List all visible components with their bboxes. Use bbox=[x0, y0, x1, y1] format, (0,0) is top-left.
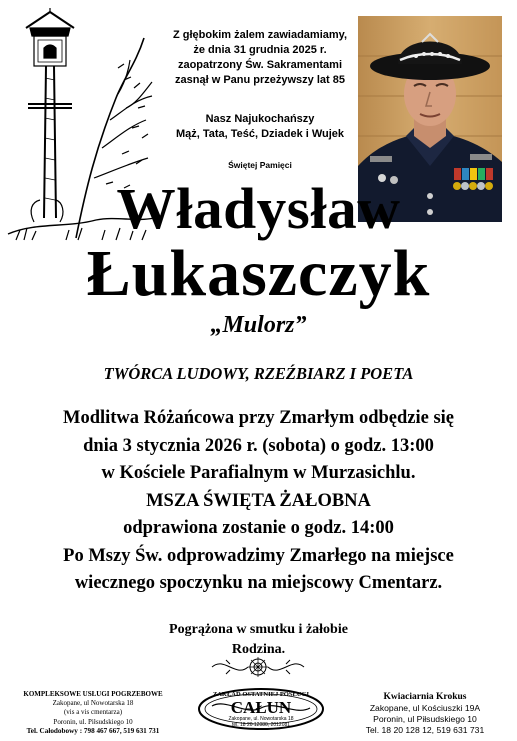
deceased-nickname: „Mulorz” bbox=[210, 312, 307, 338]
ceremony-line: dnia 3 stycznia 2026 r. (sobota) o godz. 13:00 bbox=[83, 435, 434, 456]
intro-line: że dnia 31 grudnia 2025 r. bbox=[193, 44, 327, 56]
footer-left-line: Zakopane, ul Nowotarska 18 bbox=[52, 699, 134, 708]
mourning-line: Pogrążona w smutku i żałobie bbox=[169, 622, 348, 637]
footer-florist bbox=[336, 692, 514, 736]
ceremony-line: Modlitwa Różańcowa przy Zmarłym odbędzie się bbox=[62, 408, 455, 428]
ceremony-line: Po Mszy Św. odprowadzimy Zmarłego na miejsce bbox=[63, 545, 454, 566]
calun-brand: CAŁUN bbox=[230, 698, 292, 717]
footer-funeral-services bbox=[4, 690, 182, 736]
footer-right-title: Kwiaciarnia Krokus bbox=[383, 692, 467, 702]
footer-left-title: KOMPLEKSOWE USŁUGI POGRZEBOWE bbox=[23, 690, 163, 698]
intro-line: zasnął w Panu przeżywszy lat 85 bbox=[175, 74, 345, 86]
intro-line: Z głębokim żalem zawiadamiamy, bbox=[172, 29, 348, 41]
deceased-surname: Łukaszczyk bbox=[86, 237, 431, 310]
footer-left-line: Poronin, ul. Piłsudskiego 10 bbox=[53, 717, 133, 726]
folk-ornament bbox=[208, 654, 308, 680]
calun-address: Zakopane, ul. Nowotarska 18 bbox=[228, 716, 294, 722]
intro-line: zaopatrzony Św. Sakramentami bbox=[177, 59, 343, 71]
intro-text bbox=[160, 28, 360, 88]
family-line: Nasz Najukochańszy bbox=[205, 113, 315, 125]
ceremony-line: w Kościele Parafialnym w Murzasichlu. bbox=[101, 463, 416, 483]
family-line: Mąż, Tata, Teść, Dziadek i Wujek bbox=[175, 128, 345, 140]
footer-left-phone: Tel. Całodobowy : 798 467 667, 519 631 731 bbox=[26, 726, 160, 735]
footer-right-line: Poronin, ul Piłsudskiego 10 bbox=[373, 714, 477, 724]
ceremony-line: MSZA ŚWIĘTA ŻAŁOBNA bbox=[146, 490, 371, 511]
ceremony-line: wiecznego spoczynku na miejscowy Cmentarz. bbox=[74, 573, 443, 593]
mourning-line: Rodzina. bbox=[231, 642, 286, 657]
family-relations bbox=[160, 112, 360, 142]
calun-phone: tel. 18 20 12080, 2012081 bbox=[231, 722, 291, 728]
footer-left-line: (vis a vis cmentarza) bbox=[63, 708, 123, 717]
calun-logo bbox=[196, 686, 326, 732]
deceased-occupation: TWÓRCA LUDOWY, RZEŹBIARZ I POETA bbox=[103, 364, 414, 383]
ceremony-line: odprawiona zostanie o godz. 14:00 bbox=[123, 518, 394, 538]
deceased-first-name: Władysław bbox=[116, 176, 401, 241]
calun-top-text: ZAKŁAD OSTATNIEJ POSŁUGI bbox=[212, 691, 310, 698]
footer-right-line: Zakopane, ul Kościuszki 19A bbox=[369, 703, 481, 713]
footer-right-line: Tel. 18 20 128 12, 519 631 731 bbox=[365, 725, 485, 735]
memory-label: Świętej Pamięci bbox=[228, 160, 292, 170]
ceremony-details bbox=[0, 405, 517, 598]
